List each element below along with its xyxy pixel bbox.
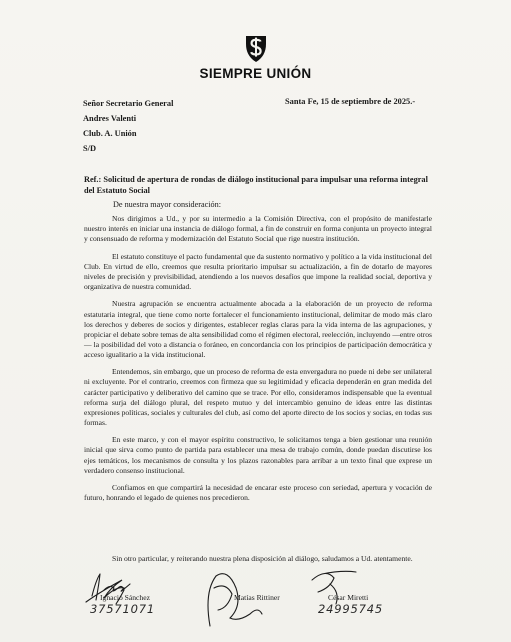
body-paragraph: Nos dirigimos a Ud., y por su intermedio a la Comisión Directiva, con el propósito de manifestarle nuestro interés en iniciar una instancia de diálogo formal, a fin de construir en forma conjunta un proyecto integral y consensuado de reforma y modernización del Estatuto Social que rige nuestra institución. [84,214,432,244]
recipient-title: Señor Secretario General [83,99,174,108]
recipient-block [83,96,173,156]
signatory-name: Matías Rittiner [234,593,280,602]
letterhead [0,34,511,81]
signatory-name: Ignacio Sánchez [100,593,150,602]
recipient-org: Club. A. Unión [83,129,137,138]
body-paragraph: Entendemos, sin embargo, que un proceso de reforma de esta envergadura no puede ni debe ser unilateral ni excluyente. Por el contrario, creemos con firmeza que su legitimidad y eficacia dependerán en gran medida del carácter participativo y deliberativo del camino que se trace. Por ello, consideramos indispensable que la eventual reforma surja del diálogo plural, del respeto mutuo y del intercambio genuino de ideas entre las distintas expresiones políticas, sociales y culturales del club, así como del aporte directo de los socios y socias, en todas sus formas. [84,367,432,427]
recipient-sd: S/D [83,144,97,153]
letter-date: Santa Fe, 15 de septiembre de 2025.- [285,97,416,106]
body-paragraph: Confiamos en que compartirá la necesidad de encarar este proceso con seriedad, apertura y vocación de futuro, honrando el legado de quienes nos precedieron. [84,483,432,503]
salutation: De nuestra mayor consideración: [113,200,221,209]
body-paragraph: En este marco, y con el mayor espíritu constructivo, le solicitamos tenga a bien gestionar una reunión inicial que sirva como punto de partida para establecer una mesa de trabajo común, donde puedan discutirse los ejes temáticos, los mecanismos de consulta y los plazos razonables para arribar a un texto final que exprese un verdadero consenso institucional. [84,435,432,475]
club-emblem-logo-icon [243,34,269,64]
signature-area [0,562,511,642]
recipient-name: Andres Valenti [83,114,137,123]
letter-body [84,214,432,511]
signatory-name: César Miretti [328,593,369,602]
body-paragraph: El estatuto constituye el pacto fundamental que da sustento normativo y político a la vida institucional del Club. En virtud de ello, creemos que resulta prioritario impulsar su actualización, a fin de dotarlo de mayores niveles de precisión y previsibilidad, atendiendo a los nuevos desafíos que impone la realidad social, deportiva y organizativa de nuestra comunidad. [84,251,432,291]
closing-line: Sin otro particular, y reiterando nuestra plena disposición al diálogo, saludamos a Ud. atentamente. [112,554,413,563]
body-paragraph: Nuestra agrupación se encuentra actualmente abocada a la elaboración de un proyecto de reforma estatutaria integral, que tiene como norte fortalecer el funcionamiento institucional, delimitar de modo más claro los derechos y deberes de socios y dirigentes, establecer reglas claras para la vida interna de las agrupaciones, y propiciar el debate sobre temas de alta sensibilidad como el régimen electoral, reelección, incluyendo —entre otros— la posibilidad del voto a distancia o foráneo, en concordancia con los principios de participación democrática y acceso igualitario a la vida institucional. [84,299,432,359]
signatory-dni: 24995745 [318,602,383,616]
reference-line: Ref.: Solicitud de apertura de rondas de diálogo institucional para impulsar una reforma integral del Estatuto Social [84,175,428,195]
org-name: SIEMPRE UNIÓN [199,66,312,81]
signatory-dni: 37571071 [90,602,155,616]
handwritten-signatures [0,562,511,642]
